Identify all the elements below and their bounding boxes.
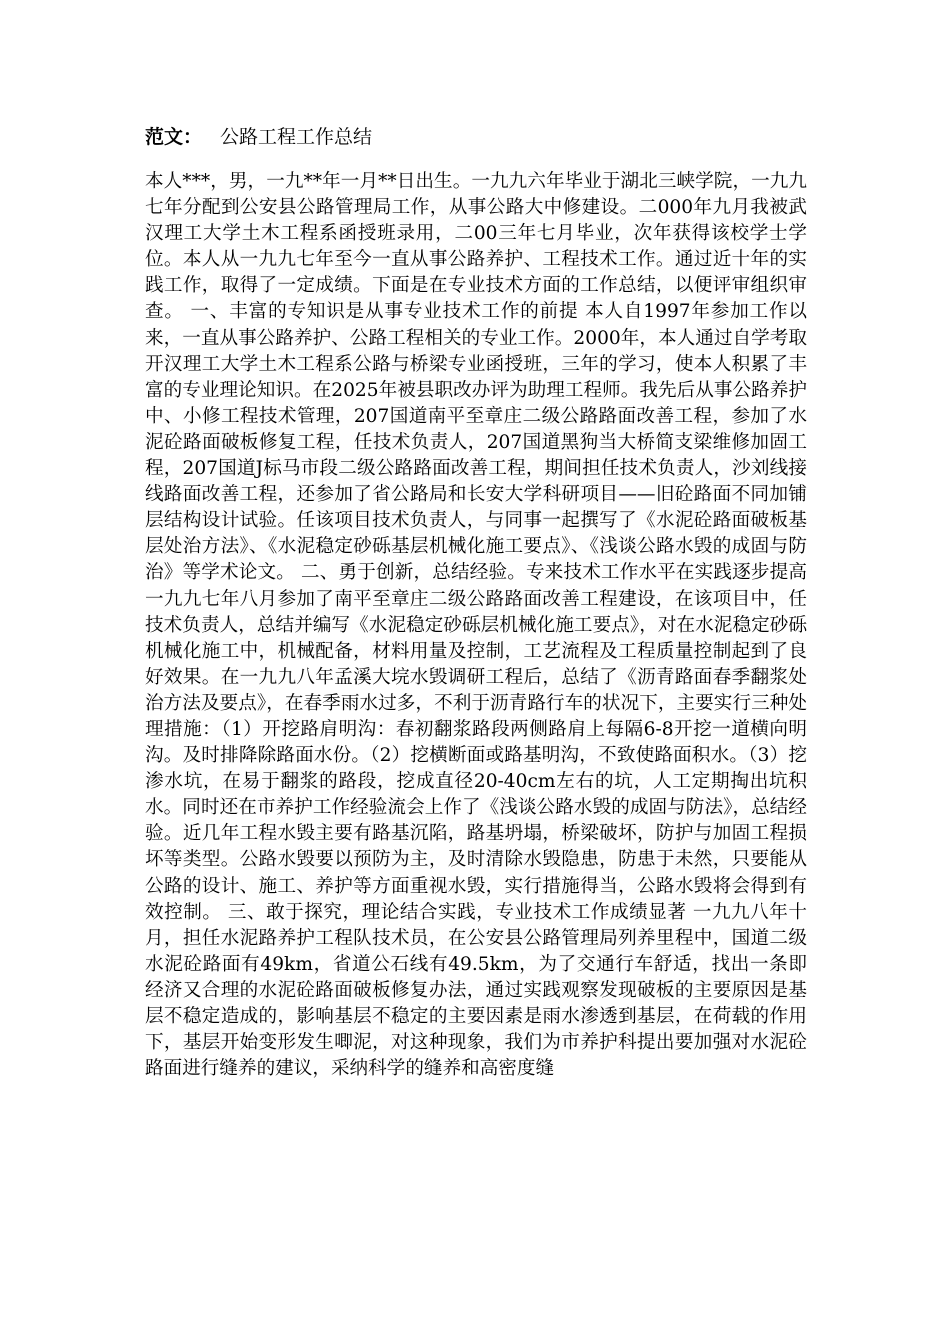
document-label: 范文：: [145, 126, 203, 148]
document-body: 本人***，男，一九**年一月**日出生。一九九六年毕业于湖北三峡学院，一九九七年分配到公安县公路管理局工作，从事公路大中修建设。二000年九月我被武汉理工大学土木工程系函授班录用，二00三年七月毕业，次年获得该校学士学位。本人从一九九七年至今一直从事公路养护、工程技术工作。通过近十年的实践工作，取得了一定成绩。下面是在专业技术方面的工作总结，以便评审组织审查。 一、丰富的专知识是从事专业技术工作的前提 本人自1997年参加工作以来，一直从事公路养护、公路工程相关的专业工作。2000年，本人通过自学考取开汉理工大学土木工程系公路与桥梁专业函授班，三年的学习，使本人积累了丰富的专业理论知识。在2025年被县职改办评为助理工程师。我先后从事公路养护中、小修工程技术管理，207国道南平至章庄二级公路路面改善工程，参加了水泥砼路面破板修复工程，任技术负责人，207国道黑狗当大桥简支梁维修加固工程，207国道J标马市段二级公路路面改善工程，期间担任技术负责人，沙刘线接线路面改善工程，还参加了省公路局和长安大学科研项目——旧砼路面不同加铺层结构设计试验。任该项目技术负责人，与同事一起撰写了《水泥砼路面破板基层处治方法》、《水泥稳定砂砾基层机械化施工要点》、《浅谈公路水毁的成固与防治》等学术论文。 二、勇于创新，总结经验。专来技术工作水平在实践逐步提高 一九九七年八月参加了南平至章庄二级公路路面改善工程建设，在该项目中，任技术负责人，总结并编写《水泥稳定砂砾层机械化施工要点》，对在水泥稳定砂砾机械化施工中，机械配备，材料用量及控制，工艺流程及工程质量控制起到了良好效果。在一九九八年孟溪大垸水毁调研工程后，总结了《沥青路面春季翻浆处治方法及要点》，在春季雨水过多，不利于沥青路行车的状况下，主要实行三种处理措施：（1）开挖路肩明沟：春初翻浆路段两侧路肩上每隔6-8开挖一道横向明沟。及时排降除路面水份。（2）挖横断面或路基明沟，不致使路面积水。（3）挖渗水坑，在易于翻浆的路段，挖成直径20-40cm左右的坑，人工定期掏出坑积水。同时还在市养护工作经验流会上作了《浅谈公路水毁的成固与防法》，总结经验。近几年工程水毁主要有路基沉陷，路基坍塌，桥梁破坏，防护与加固工程损坏等类型。公路水毁要以预防为主，及时清除水毁隐患，防患于未然，只要能从公路的设计、施工、养护等方面重视水毁，实行措施得当，公路水毁将会得到有效控制。 三、敢于探究，理论结合实践，专业技术工作成绩显著 一九九八年十月，担任水泥路养护工程队技术员，在公安县公路管理局列养里程中，国道二级水泥砼路面有49km，省道公石线有49.5km，为了交通行车舒适，找出一条即经济又合理的水泥砼路面破板修复办法，通过实践观察发现破板的主要原因是基层不稳定造成的，影响基层不稳定的主要因素是雨水渗透到基层，在荷载的作用下，基层开始变形发生唧泥，对这种现象，我们为市养护科提出要加强对水泥砼路面进行缝养的建议，采纳科学的缝养和高密度缝: [145, 171, 807, 1080]
document-title: 公路工程工作总结: [220, 126, 373, 148]
document-title-line: [145, 122, 807, 152]
document-page: [145, 122, 807, 1082]
